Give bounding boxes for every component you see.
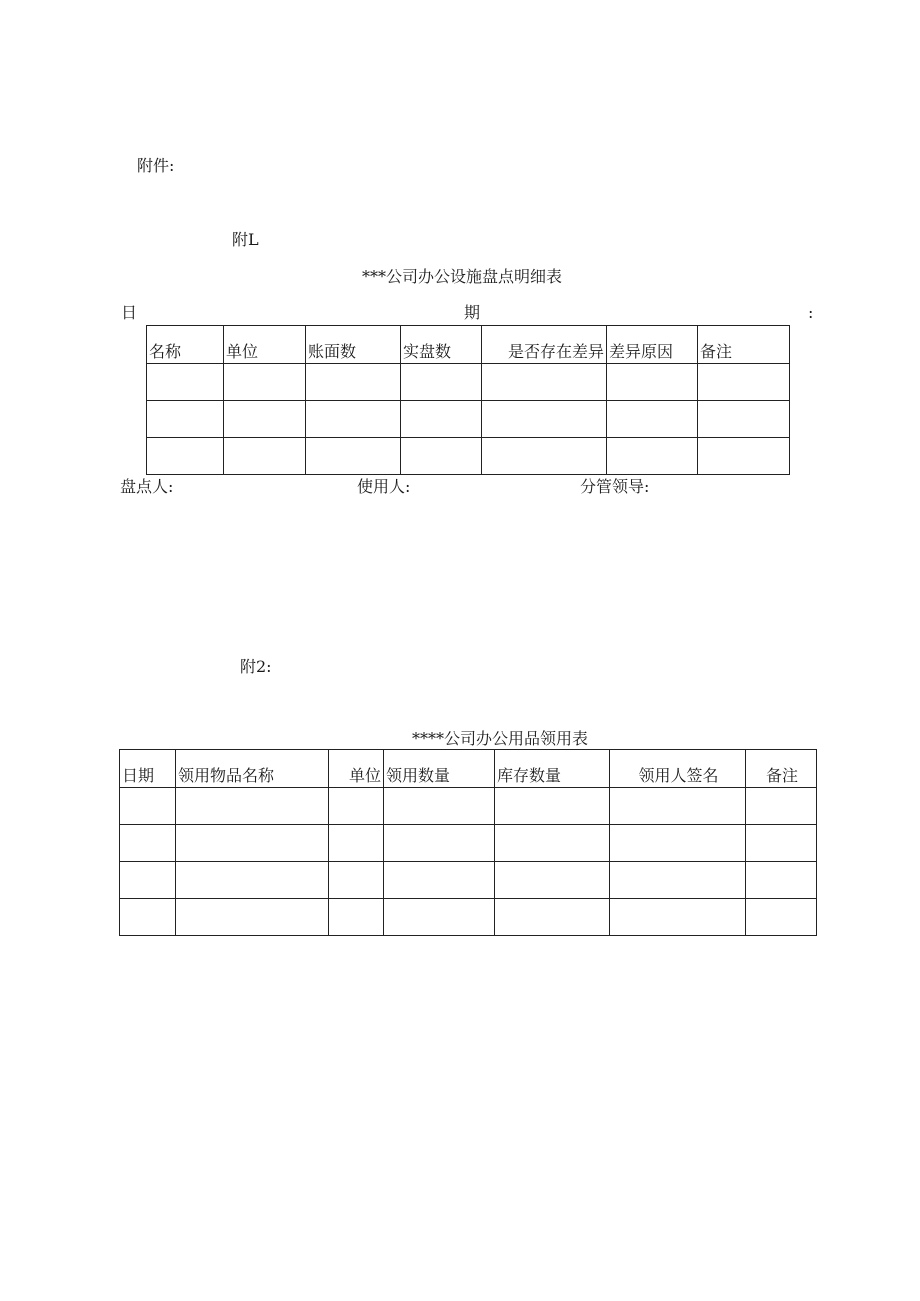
attachments-label: 附件: <box>137 156 175 175</box>
table-cell <box>482 401 607 438</box>
table-cell <box>176 825 329 862</box>
table-cell <box>482 438 607 475</box>
table-cell <box>607 364 698 401</box>
table-cell <box>176 788 329 825</box>
signature-leader: 分管领导: <box>580 477 650 496</box>
column-header: 差异原因 <box>607 326 698 364</box>
table-cell <box>147 401 224 438</box>
column-header: 实盘数 <box>401 326 482 364</box>
table-cell <box>306 438 401 475</box>
table-cell <box>746 788 817 825</box>
signature-counter: 盘点人: <box>120 477 174 496</box>
table-cell <box>120 862 176 899</box>
table-cell <box>495 899 610 936</box>
table-header-row <box>147 326 790 364</box>
supplies-table <box>119 749 817 936</box>
table-cell <box>746 899 817 936</box>
table-row <box>147 364 790 401</box>
table-cell <box>384 825 495 862</box>
date-label-left: 日 <box>121 303 138 322</box>
table-cell <box>384 788 495 825</box>
table-cell <box>401 364 482 401</box>
table-cell <box>224 364 306 401</box>
column-header: 领用数量 <box>384 750 495 788</box>
table-cell <box>384 862 495 899</box>
table-row <box>120 899 817 936</box>
table-cell <box>120 899 176 936</box>
attachment2-label: 附2: <box>240 657 272 676</box>
table-cell <box>176 899 329 936</box>
table-cell <box>610 899 746 936</box>
table-cell <box>306 364 401 401</box>
column-header: 领用物品名称 <box>176 750 329 788</box>
table-cell <box>120 788 176 825</box>
date-colon: : <box>808 303 814 322</box>
signature-user: 使用人: <box>357 477 411 496</box>
column-header: 库存数量 <box>495 750 610 788</box>
table-row <box>147 401 790 438</box>
table-cell <box>746 825 817 862</box>
column-header: 是否存在差异 <box>482 326 607 364</box>
table-row <box>120 862 817 899</box>
column-header: 账面数 <box>306 326 401 364</box>
table-cell <box>610 788 746 825</box>
table-cell <box>401 401 482 438</box>
table-header-row <box>120 750 817 788</box>
table-row <box>120 825 817 862</box>
table-cell <box>120 825 176 862</box>
column-header: 日期 <box>120 750 176 788</box>
table-cell <box>610 862 746 899</box>
attachment2-title: ****公司办公用品领用表 <box>412 729 589 748</box>
table-row <box>120 788 817 825</box>
inventory-table <box>146 325 790 475</box>
table-cell <box>698 364 790 401</box>
attachment1-label: 附L <box>232 230 259 249</box>
table-cell <box>610 825 746 862</box>
table-cell <box>329 825 384 862</box>
table-cell <box>224 438 306 475</box>
table-cell <box>329 862 384 899</box>
table-cell <box>698 401 790 438</box>
table-cell <box>176 862 329 899</box>
table-cell <box>147 364 224 401</box>
table-cell <box>495 788 610 825</box>
column-header: 备注 <box>746 750 817 788</box>
table-cell <box>698 438 790 475</box>
date-label-mid: 期 <box>464 303 481 322</box>
table-row <box>147 438 790 475</box>
attachment1-title: ***公司办公设施盘点明细表 <box>362 267 563 286</box>
table-cell <box>495 825 610 862</box>
table-cell <box>746 862 817 899</box>
table-cell <box>607 401 698 438</box>
column-header: 领用人签名 <box>610 750 746 788</box>
table-cell <box>329 788 384 825</box>
column-header: 单位 <box>224 326 306 364</box>
column-header: 备注 <box>698 326 790 364</box>
table-cell <box>384 899 495 936</box>
table-cell <box>224 401 306 438</box>
table-cell <box>401 438 482 475</box>
table-cell <box>495 862 610 899</box>
table-cell <box>607 438 698 475</box>
column-header: 名称 <box>147 326 224 364</box>
table-cell <box>482 364 607 401</box>
column-header: 单位 <box>329 750 384 788</box>
table-cell <box>306 401 401 438</box>
table-cell <box>329 899 384 936</box>
table-cell <box>147 438 224 475</box>
